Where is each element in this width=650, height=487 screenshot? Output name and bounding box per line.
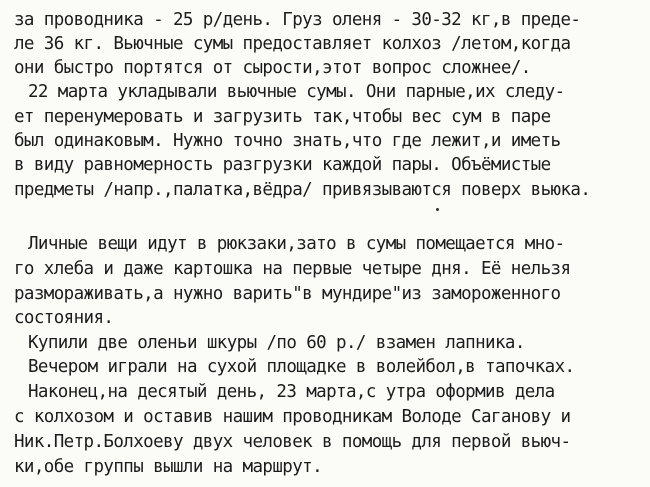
text-line-12: размораживать,а нужно варить"в мундире"из замороженного — [14, 284, 561, 304]
text-line-10: Личные вещи идут в рюкзаки,зато в сумы помещается мно- — [28, 234, 565, 254]
text-line-8: предметы /напр.,палатка,вёдра/ привязываются поверх вьюка. — [14, 180, 591, 200]
text-line-13: состояния. — [14, 308, 114, 328]
text-line-18: Ник.Петр.Болхоеву двух человек в помощь для первой вьюч- — [14, 432, 571, 452]
text-line-16: Наконец,на десятый день, 23 марта,с утра оформив дела — [28, 382, 555, 402]
text-line-6: был одинаковым. Нужно точно знать,что где лежит,и иметь — [14, 131, 561, 151]
text-line-15: Вечером играли на сухой площадке в волейбол,в тапочках. — [28, 357, 575, 377]
text-line-3: они быстро портятся от сырости,этот вопрос сложнее/. — [14, 58, 531, 78]
text-line-14: Купили две оленьи шкуры /по 60 р./ взамен лапника. — [28, 333, 525, 353]
text-line-4: 22 марта укладывали вьючные сумы. Они парные,их следу- — [28, 82, 565, 102]
text-line-2: ле 36 кг. Вьючные сумы предоставляет колхоз /летом,когда — [14, 34, 571, 54]
text-line-1: за проводника - 25 р/день. Груз оленя - 30-32 кг,в преде- — [14, 10, 581, 30]
text-line-17: с колхозом и оставив нашим проводникам Володе Саганову и — [14, 407, 571, 427]
text-line-11: го хлеба и даже картошка на первые четыре дня. Её нельзя — [14, 259, 571, 279]
text-line-7: в виду равномерность разгрузки каждой пары. Объёмистые — [14, 155, 551, 175]
text-line-5: ет перенумеровать и загрузить так,чтобы вес сум в паре — [14, 107, 551, 127]
ink-speck — [436, 208, 439, 211]
text-line-19: ки,обе группы вышли на маршрут. — [14, 457, 323, 477]
